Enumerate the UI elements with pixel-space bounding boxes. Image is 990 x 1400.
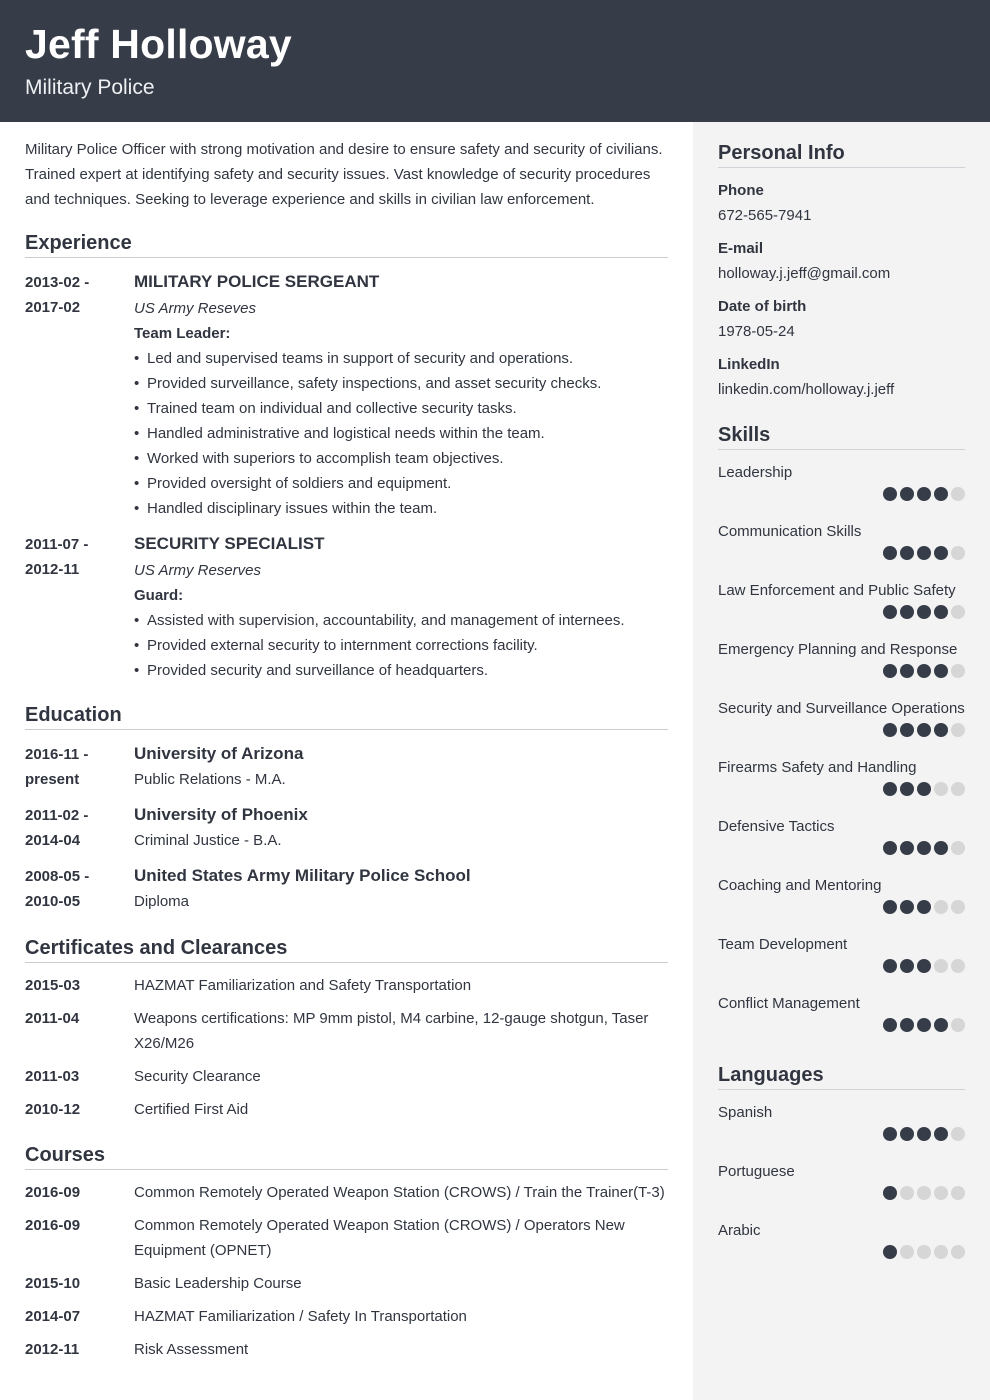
rating-dot-filled <box>917 487 931 501</box>
rating-dot-empty <box>900 1186 914 1200</box>
skills-rating <box>883 841 965 855</box>
entry-date <box>25 864 134 914</box>
entry-date: 2014-07 <box>25 1308 81 1325</box>
rating-dot-empty <box>900 1245 914 1259</box>
rating-dot-empty <box>951 900 965 914</box>
languages-name: Portuguese <box>718 1163 795 1180</box>
entry-date: 2016-09 <box>25 1217 81 1234</box>
date-end: 2014-04 <box>25 832 81 849</box>
school-name: University of Phoenix <box>134 805 308 824</box>
rating-dot-empty <box>934 1186 948 1200</box>
rating-dot-empty <box>951 1127 965 1141</box>
entry-date <box>25 803 134 853</box>
course-text: Common Remotely Operated Weapon Station (CROWS) / Train the Trainer(T-3) <box>134 1184 665 1201</box>
job-organization: US Army Reseves <box>134 300 256 317</box>
section-title: Personal Info <box>718 142 965 168</box>
skills-rating <box>883 723 965 737</box>
certificate-entry <box>25 1006 668 1056</box>
candidate-name: Jeff Holloway <box>25 21 292 67</box>
skills-item <box>718 578 965 637</box>
entry-date: 2011-03 <box>25 1068 80 1085</box>
skills-rating <box>883 782 965 796</box>
date-end: 2010-05 <box>25 893 81 910</box>
education-entry <box>25 742 668 792</box>
rating-dot-filled <box>900 959 914 973</box>
rating-dot-filled <box>917 546 931 560</box>
rating-dot-filled <box>917 841 931 855</box>
info-value-phone: 672-565-7941 <box>718 207 812 224</box>
skills-name: Firearms Safety and Handling <box>718 759 917 776</box>
rating-dot-filled <box>883 900 897 914</box>
experience-entry <box>25 532 668 683</box>
rating-dot-filled <box>934 1127 948 1141</box>
info-value-linkedin: linkedin.com/holloway.j.jeff <box>718 381 895 398</box>
rating-dot-filled <box>917 664 931 678</box>
rating-dot-filled <box>900 487 914 501</box>
languages-section <box>718 1064 965 1277</box>
entry-date: 2015-10 <box>25 1275 81 1292</box>
rating-dot-empty <box>951 1245 965 1259</box>
course-text: Basic Leadership Course <box>134 1275 302 1292</box>
job-organization: US Army Reserves <box>134 562 261 579</box>
languages-name: Spanish <box>718 1104 773 1121</box>
degree: Public Relations - M.A. <box>134 771 286 788</box>
resume-header <box>0 0 990 122</box>
experience-section <box>25 232 668 683</box>
degree: Diploma <box>134 893 190 910</box>
course-entry <box>25 1213 668 1263</box>
skills-rating <box>883 1018 965 1032</box>
course-text: Common Remotely Operated Weapon Station (CROWS) / Operators New Equipment (OPNET) <box>134 1217 625 1259</box>
section-title: Education <box>25 704 668 730</box>
candidate-title: Military Police <box>25 76 155 99</box>
section-title: Skills <box>718 424 965 450</box>
job-title: MILITARY POLICE SERGEANT <box>134 272 380 291</box>
bullet-item: • Provided security and surveillance of headquarters. <box>134 658 668 683</box>
bullet-item: • Trained team on individual and collective security tasks. <box>134 396 668 421</box>
skills-name: Emergency Planning and Response <box>718 641 958 658</box>
bullet-item: • Worked with superiors to accomplish team objectives. <box>134 446 668 471</box>
date-end: 2012-11 <box>25 561 80 578</box>
languages-rating <box>883 1186 965 1200</box>
job-title: SECURITY SPECIALIST <box>134 534 325 553</box>
rating-dot-filled <box>883 1127 897 1141</box>
rating-dot-filled <box>883 1245 897 1259</box>
languages-item <box>718 1159 965 1218</box>
skills-item <box>718 932 965 991</box>
rating-dot-filled <box>883 664 897 678</box>
date-start: 2011-07 - <box>25 536 89 553</box>
course-entry <box>25 1337 668 1362</box>
skills-item <box>718 814 965 873</box>
rating-dot-filled <box>934 605 948 619</box>
certificate-entry <box>25 973 668 998</box>
rating-dot-empty <box>917 1186 931 1200</box>
rating-dot-filled <box>883 1186 897 1200</box>
skills-item <box>718 637 965 696</box>
course-entry <box>25 1304 668 1329</box>
bullet-item: • Handled disciplinary issues within the team. <box>134 496 668 521</box>
certificate-entry <box>25 1064 668 1089</box>
skills-name: Defensive Tactics <box>718 818 835 835</box>
skills-rating <box>883 546 965 560</box>
skills-item <box>718 696 965 755</box>
languages-rating <box>883 1245 965 1259</box>
skills-rating <box>883 605 965 619</box>
skills-rating <box>883 487 965 501</box>
info-label-linkedin: LinkedIn <box>718 356 780 373</box>
rating-dot-filled <box>883 723 897 737</box>
entry-date <box>25 270 134 521</box>
entry-date <box>25 742 134 792</box>
rating-dot-empty <box>951 605 965 619</box>
rating-dot-empty <box>951 841 965 855</box>
certificate-text: Security Clearance <box>134 1068 261 1085</box>
rating-dot-filled <box>883 782 897 796</box>
rating-dot-filled <box>900 664 914 678</box>
certificate-text: Certified First Aid <box>134 1101 249 1118</box>
rating-dot-filled <box>883 487 897 501</box>
rating-dot-empty <box>951 782 965 796</box>
date-start: 2013-02 - <box>25 274 90 291</box>
entry-date: 2012-11 <box>25 1341 80 1358</box>
job-bullets <box>134 346 668 521</box>
degree: Criminal Justice - B.A. <box>134 832 282 849</box>
rating-dot-empty <box>951 723 965 737</box>
info-value-email: holloway.j.jeff@gmail.com <box>718 265 891 282</box>
rating-dot-empty <box>951 487 965 501</box>
skills-name: Coaching and Mentoring <box>718 877 882 894</box>
bullet-item: • Provided surveillance, safety inspections, and asset security checks. <box>134 371 668 396</box>
rating-dot-empty <box>951 1186 965 1200</box>
section-title: Certificates and Clearances <box>25 937 668 963</box>
rating-dot-filled <box>934 841 948 855</box>
job-bullets <box>134 608 668 683</box>
summary-text: Military Police Officer with strong motivation and desire to ensure safety and security of civilians. Trained expert at identifying safety and security issues. Vast knowledge of security procedures and techniques. Seeking to leverage experience and skills in civilian law enforcement. <box>25 141 663 208</box>
skills-item <box>718 873 965 932</box>
rating-dot-filled <box>934 1018 948 1032</box>
school-name: United States Army Military Police School <box>134 866 471 885</box>
entry-date: 2016-09 <box>25 1184 81 1201</box>
bullet-item: • Assisted with supervision, accountability, and management of internees. <box>134 608 668 633</box>
course-text: HAZMAT Familiarization / Safety In Transportation <box>134 1308 467 1325</box>
rating-dot-filled <box>934 546 948 560</box>
rating-dot-empty <box>917 1245 931 1259</box>
course-entry <box>25 1180 668 1205</box>
skills-name: Law Enforcement and Public Safety <box>718 582 956 599</box>
languages-name: Arabic <box>718 1222 761 1239</box>
rating-dot-filled <box>883 605 897 619</box>
rating-dot-filled <box>900 546 914 560</box>
rating-dot-filled <box>917 605 931 619</box>
job-role: Team Leader: <box>134 325 231 342</box>
rating-dot-filled <box>934 487 948 501</box>
date-end: present <box>25 771 80 788</box>
skills-item <box>718 460 965 519</box>
education-entry <box>25 864 668 914</box>
rating-dot-filled <box>917 1018 931 1032</box>
rating-dot-filled <box>900 723 914 737</box>
section-title: Courses <box>25 1144 668 1170</box>
rating-dot-filled <box>917 1127 931 1141</box>
languages-list <box>718 1100 965 1277</box>
rating-dot-empty <box>951 959 965 973</box>
rating-dot-filled <box>900 1018 914 1032</box>
certificate-text: Weapons certifications: MP 9mm pistol, M4 carbine, 12-gauge shotgun, Taser X26/M26 <box>134 1010 649 1052</box>
course-text: Risk Assessment <box>134 1341 249 1358</box>
rating-dot-filled <box>883 546 897 560</box>
languages-item <box>718 1218 965 1277</box>
skills-name: Conflict Management <box>718 995 860 1012</box>
rating-dot-filled <box>900 1127 914 1141</box>
entry-date <box>25 532 134 683</box>
personal-info-section <box>718 142 965 402</box>
rating-dot-filled <box>934 664 948 678</box>
info-label-dob: Date of birth <box>718 298 807 315</box>
rating-dot-filled <box>883 1018 897 1032</box>
date-start: 2008-05 - <box>25 868 90 885</box>
skills-item <box>718 755 965 814</box>
languages-item <box>718 1100 965 1159</box>
skills-item <box>718 991 965 1050</box>
skills-name: Team Development <box>718 936 848 953</box>
skills-item <box>718 519 965 578</box>
rating-dot-filled <box>917 959 931 973</box>
education-section <box>25 704 668 914</box>
skills-rating <box>883 900 965 914</box>
certificates-section <box>25 937 668 1122</box>
sidebar <box>693 122 990 1400</box>
rating-dot-empty <box>934 1245 948 1259</box>
rating-dot-filled <box>883 959 897 973</box>
skills-rating <box>883 664 965 678</box>
info-value-dob: 1978-05-24 <box>718 323 795 340</box>
skills-name: Leadership <box>718 464 793 481</box>
rating-dot-filled <box>900 782 914 796</box>
skills-name: Communication Skills <box>718 523 862 540</box>
rating-dot-filled <box>900 605 914 619</box>
rating-dot-empty <box>951 1018 965 1032</box>
rating-dot-filled <box>917 723 931 737</box>
rating-dot-empty <box>934 782 948 796</box>
certificate-entry <box>25 1097 668 1122</box>
education-entry <box>25 803 668 853</box>
info-label-phone: Phone <box>718 182 764 199</box>
skills-list <box>718 460 965 1050</box>
rating-dot-filled <box>917 900 931 914</box>
rating-dot-empty <box>951 664 965 678</box>
entry-date: 2010-12 <box>25 1101 81 1118</box>
course-entry <box>25 1271 668 1296</box>
rating-dot-filled <box>900 900 914 914</box>
rating-dot-empty <box>951 546 965 560</box>
rating-dot-filled <box>934 723 948 737</box>
skills-rating <box>883 959 965 973</box>
info-label-email: E-mail <box>718 240 764 257</box>
bullet-item: • Handled administrative and logistical needs within the team. <box>134 421 668 446</box>
rating-dot-empty <box>934 900 948 914</box>
entry-date: 2015-03 <box>25 977 81 994</box>
rating-dot-empty <box>934 959 948 973</box>
date-start: 2011-02 - <box>25 807 89 824</box>
bullet-item: • Provided oversight of soldiers and equipment. <box>134 471 668 496</box>
school-name: University of Arizona <box>134 744 304 763</box>
languages-rating <box>883 1127 965 1141</box>
date-end: 2017-02 <box>25 299 81 316</box>
certificate-text: HAZMAT Familiarization and Safety Transportation <box>134 977 472 994</box>
section-title: Experience <box>25 232 668 258</box>
rating-dot-filled <box>900 841 914 855</box>
bullet-item: • Provided external security to internment corrections facility. <box>134 633 668 658</box>
rating-dot-filled <box>917 782 931 796</box>
rating-dot-filled <box>883 841 897 855</box>
skills-section <box>718 424 965 1050</box>
bullet-item: • Led and supervised teams in support of security and operations. <box>134 346 668 371</box>
skills-name: Security and Surveillance Operations <box>718 700 965 717</box>
section-title: Languages <box>718 1064 965 1090</box>
entry-date: 2011-04 <box>25 1010 80 1027</box>
courses-section <box>25 1144 668 1362</box>
job-role: Guard: <box>134 587 184 604</box>
date-start: 2016-11 - <box>25 746 89 763</box>
experience-entry <box>25 270 668 521</box>
